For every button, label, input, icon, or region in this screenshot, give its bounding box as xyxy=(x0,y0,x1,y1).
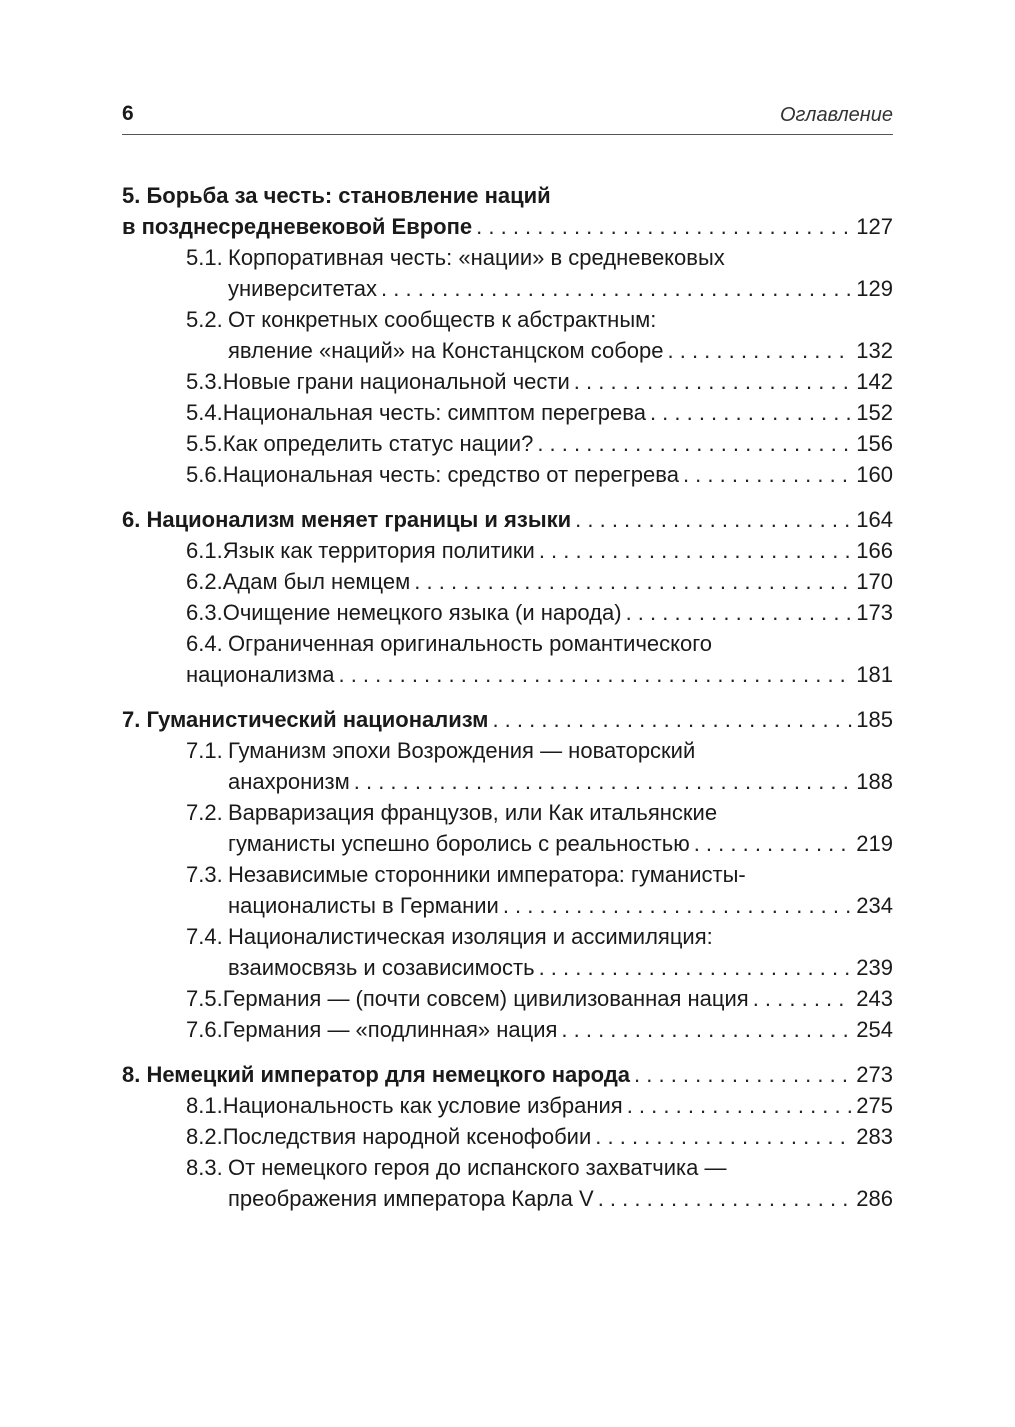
toc-entry-line xyxy=(186,952,893,983)
entry-page-number: 156 xyxy=(856,431,893,456)
toc-entry-line xyxy=(186,1014,893,1045)
toc-section-entry xyxy=(122,1014,893,1045)
toc-section-entry xyxy=(122,1121,893,1152)
dot-leader xyxy=(414,566,852,597)
section-number: 7.6. xyxy=(186,1017,223,1042)
toc-entry-line xyxy=(122,704,893,735)
running-title: Оглавление xyxy=(779,104,893,126)
dot-leader xyxy=(575,504,852,535)
toc-chapter-entry xyxy=(122,180,893,242)
section-number: 7.4. xyxy=(186,924,223,949)
entry-title-text: Национальная честь: средство от перегрева xyxy=(222,462,679,487)
entry-page-number: 129 xyxy=(856,276,893,301)
toc-entry-line xyxy=(186,335,893,366)
toc-entry-line xyxy=(186,535,893,566)
section-number: 7.1. xyxy=(186,738,223,763)
entry-title-text: Независимые сторонники императора: гуманисты- xyxy=(228,862,746,887)
entry-title-text: гуманисты успешно боролись с реальностью xyxy=(228,831,690,856)
toc-entry-line xyxy=(186,1121,893,1152)
entry-title-text: Корпоративная честь: «нации» в средневековых xyxy=(228,245,725,270)
entry-title-text: Германия — «подлинная» нация xyxy=(222,1017,558,1042)
section-number: 6.1. xyxy=(186,538,223,563)
entry-page-number: 181 xyxy=(856,662,893,687)
toc-entry-line xyxy=(122,211,893,242)
dot-leader xyxy=(694,828,853,859)
entry-page-number: 127 xyxy=(856,214,893,239)
entry-title-text: в позднесредневековой Европе xyxy=(122,214,473,239)
section-number: 6.3. xyxy=(186,600,223,625)
dot-leader xyxy=(668,335,853,366)
entry-page-number: 286 xyxy=(856,1186,893,1211)
toc-entry-line xyxy=(186,366,893,397)
page-number: 6 xyxy=(122,102,134,125)
toc-section-entry xyxy=(122,1090,893,1121)
dot-leader xyxy=(650,397,852,428)
dot-leader xyxy=(626,597,853,628)
entry-title-text: 8. Немецкий император для немецкого народа xyxy=(122,1062,631,1087)
section-number: 8.2. xyxy=(186,1124,223,1149)
entry-title-text: преображения императора Карла V xyxy=(228,1186,594,1211)
toc-entry-line xyxy=(186,242,893,273)
entry-title-text: Как определить статус нации? xyxy=(222,431,534,456)
entry-page-number: 170 xyxy=(856,569,893,594)
entry-page-number: 219 xyxy=(856,831,893,856)
toc-entry-line xyxy=(186,628,893,659)
toc-entry-line xyxy=(186,1152,893,1183)
toc-entry-line xyxy=(186,1090,893,1121)
toc-entry-line xyxy=(122,1059,893,1090)
dot-leader xyxy=(354,766,853,797)
toc-section-entry xyxy=(122,366,893,397)
running-head xyxy=(122,100,893,135)
toc-section-entry xyxy=(122,628,893,690)
entry-page-number: 152 xyxy=(856,400,893,425)
entry-page-number: 239 xyxy=(856,955,893,980)
entry-title-text: 7. Гуманистический национализм xyxy=(122,707,489,732)
entry-title-text: националисты в Германии xyxy=(228,893,499,918)
toc-section-entry xyxy=(122,983,893,1014)
section-number: 5.1. xyxy=(186,245,223,270)
section-number: 5.2. xyxy=(186,307,223,332)
dot-leader xyxy=(574,366,853,397)
toc-entry-line xyxy=(186,273,893,304)
toc-section-entry xyxy=(122,397,893,428)
section-number: 8.3. xyxy=(186,1155,223,1180)
entry-title-text: Германия — (почти совсем) цивилизованная нация xyxy=(222,986,749,1011)
section-number: 5.6. xyxy=(186,462,223,487)
section-number: 7.3. xyxy=(186,862,223,887)
entry-title-text: Адам был немцем xyxy=(222,569,411,594)
entry-title-text: Варваризация французов, или Как итальянские xyxy=(228,800,718,825)
dot-leader xyxy=(595,1121,852,1152)
toc-entry-line xyxy=(186,890,893,921)
toc-chapter-entry xyxy=(122,704,893,735)
toc-entry-line xyxy=(186,828,893,859)
toc-section-entry xyxy=(122,1152,893,1214)
entry-page-number: 243 xyxy=(856,986,893,1011)
entry-title-text: Язык как территория политики xyxy=(222,538,535,563)
dot-leader xyxy=(627,1090,853,1121)
entry-title-text: взаимосвязь и созависимость xyxy=(228,955,535,980)
toc-entry-line xyxy=(186,428,893,459)
toc-section-entry xyxy=(122,428,893,459)
toc-section-entry xyxy=(122,921,893,983)
toc-entry-line xyxy=(186,735,893,766)
toc-section-entry xyxy=(122,735,893,797)
entry-title-text: национализма xyxy=(186,662,335,687)
dot-leader xyxy=(539,952,853,983)
entry-page-number: 275 xyxy=(856,1093,893,1118)
entry-page-number: 164 xyxy=(856,507,893,532)
dot-leader xyxy=(634,1059,852,1090)
entry-title-text: Национальная честь: симптом перегрева xyxy=(222,400,646,425)
dot-leader xyxy=(537,428,852,459)
toc-section-entry xyxy=(122,797,893,859)
toc-entry-line xyxy=(186,859,893,890)
toc-entry-line xyxy=(186,1183,893,1214)
section-number: 5.3. xyxy=(186,369,223,394)
entry-page-number: 132 xyxy=(856,338,893,363)
toc-entry-line xyxy=(186,397,893,428)
toc-section-entry xyxy=(122,535,893,566)
toc-entry-line xyxy=(186,304,893,335)
toc-chapter-entry xyxy=(122,504,893,535)
entry-title-text: Ограниченная оригинальность романтического xyxy=(228,631,713,656)
dot-leader xyxy=(539,535,852,566)
toc-section-entry xyxy=(122,859,893,921)
toc-section-entry xyxy=(122,566,893,597)
dot-leader xyxy=(753,983,853,1014)
section-number: 7.2. xyxy=(186,800,223,825)
section-number: 7.5. xyxy=(186,986,223,1011)
dot-leader xyxy=(598,1183,853,1214)
entry-title-text: Националистическая изоляция и ассимиляция: xyxy=(228,924,713,949)
toc-entry-line xyxy=(186,766,893,797)
entry-title-text: Последствия народной ксенофобии xyxy=(222,1124,592,1149)
section-number: 6.2. xyxy=(186,569,223,594)
entry-page-number: 166 xyxy=(856,538,893,563)
entry-page-number: 273 xyxy=(856,1062,893,1087)
dot-leader xyxy=(561,1014,852,1045)
entry-title-text: явление «наций» на Констанцском соборе xyxy=(228,338,664,363)
entry-page-number: 173 xyxy=(856,600,893,625)
entry-page-number: 254 xyxy=(856,1017,893,1042)
dot-leader xyxy=(492,704,852,735)
toc-entry-line xyxy=(186,983,893,1014)
entry-title-text: 6. Национализм меняет границы и языки xyxy=(122,507,572,532)
entry-title-text: 5. Борьба за честь: становление наций xyxy=(122,183,551,208)
dot-leader xyxy=(381,273,852,304)
toc-entry-line xyxy=(122,504,893,535)
toc-section-entry xyxy=(122,304,893,366)
entry-title-text: От немецкого героя до испанского захватчика — xyxy=(228,1155,727,1180)
entry-title-text: Очищение немецкого языка (и народа) xyxy=(222,600,622,625)
section-number: 5.4. xyxy=(186,400,223,425)
entry-title-text: Национальность как условие избрания xyxy=(222,1093,623,1118)
toc-section-entry xyxy=(122,597,893,628)
section-number: 6.4. xyxy=(186,631,223,656)
entry-page-number: 283 xyxy=(856,1124,893,1149)
entry-title-text: Новые грани национальной чести xyxy=(222,369,570,394)
entry-title-text: университетах xyxy=(228,276,378,301)
toc-entry-line xyxy=(122,180,893,211)
toc-entry-line xyxy=(186,459,893,490)
entry-title-text: Гуманизм эпохи Возрождения — новаторский xyxy=(228,738,696,763)
section-number: 8.1. xyxy=(186,1093,223,1118)
toc-chapter-entry xyxy=(122,1059,893,1090)
toc-section-entry xyxy=(122,459,893,490)
entry-page-number: 142 xyxy=(856,369,893,394)
entry-title-text: От конкретных сообществ к абстрактным: xyxy=(228,307,657,332)
dot-leader xyxy=(476,211,852,242)
dot-leader xyxy=(683,459,852,490)
toc-entry-line xyxy=(186,566,893,597)
dot-leader xyxy=(338,659,852,690)
toc-section-entry xyxy=(122,242,893,304)
entry-title-text: анахронизм xyxy=(228,769,350,794)
entry-page-number: 160 xyxy=(856,462,893,487)
dot-leader xyxy=(503,890,852,921)
toc-entry-line xyxy=(186,797,893,828)
entry-page-number: 185 xyxy=(856,707,893,732)
section-number: 5.5. xyxy=(186,431,223,456)
toc-entry-line xyxy=(186,597,893,628)
table-of-contents xyxy=(122,180,893,1214)
entry-page-number: 234 xyxy=(856,893,893,918)
toc-entry-line xyxy=(186,921,893,952)
toc-entry-line xyxy=(186,659,893,690)
entry-page-number: 188 xyxy=(856,769,893,794)
